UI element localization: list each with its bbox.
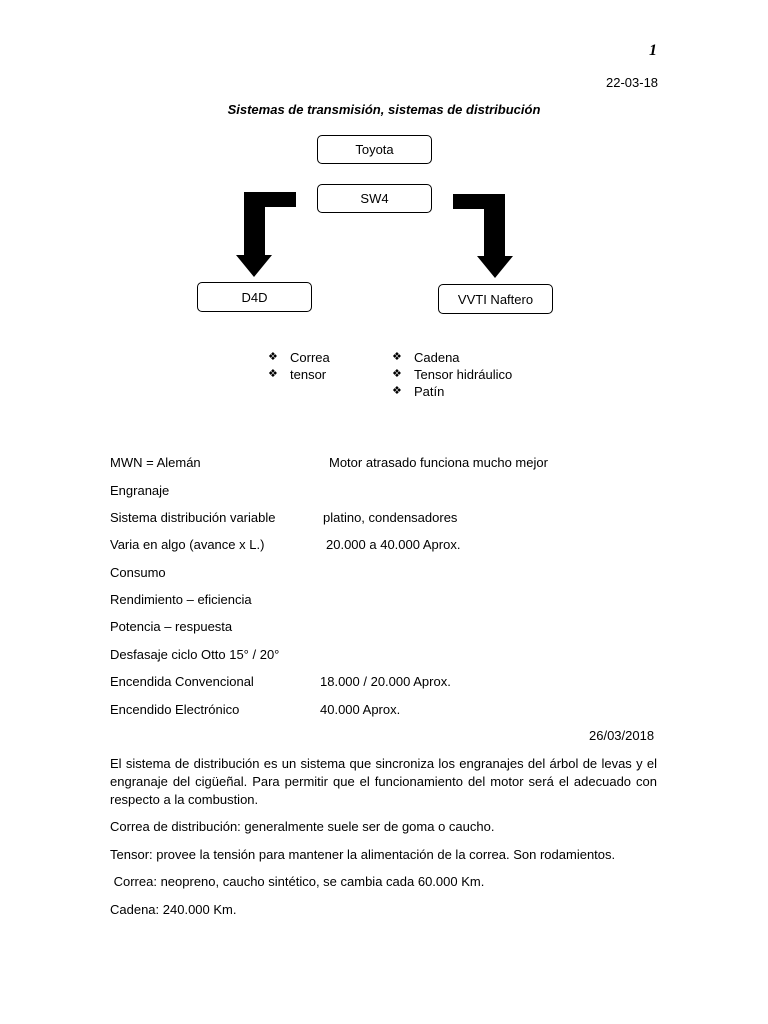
- page-number: 1: [649, 42, 657, 59]
- note-row: [110, 674, 451, 689]
- note-value: 40.000 Aprox.: [320, 702, 401, 717]
- list-item: [392, 366, 512, 383]
- toyota-label: Toyota: [355, 142, 394, 157]
- list-item-label: Correa: [290, 350, 330, 365]
- paragraph: Cadena: 240.000 Km.: [110, 902, 237, 917]
- d4d-box: [197, 282, 312, 312]
- toyota-box: [317, 135, 432, 164]
- vvti-box: [438, 284, 553, 314]
- list-item: [268, 349, 330, 366]
- note-row: [110, 565, 166, 580]
- list-item: [268, 366, 330, 383]
- list-item-label: Tensor hidráulico: [414, 367, 513, 382]
- diamond-bullet-icon: ❖: [392, 385, 402, 397]
- note-row: [110, 592, 252, 607]
- header-date: 22-03-18: [606, 75, 659, 90]
- paragraph: El sistema de distribución es un sistema que sincroniza los engranajes del árbol de levas y el engranaje del cigüeñal. Para permitir que el funcionamiento del motor será el adecuado con respecto a la combustion.: [110, 756, 657, 807]
- vvti-list: [392, 349, 512, 400]
- note-label: Consumo: [110, 565, 166, 580]
- left-arrow-icon: [236, 190, 300, 280]
- paragraph: Correa: neopreno, caucho sintético, se cambia cada 60.000 Km.: [110, 874, 485, 889]
- list-item-label: Cadena: [414, 350, 460, 365]
- note-row: [110, 647, 279, 662]
- note-label: Encendida Convencional: [110, 674, 254, 689]
- diamond-bullet-icon: ❖: [268, 351, 278, 363]
- note-label: Encendido Electrónico: [110, 702, 240, 717]
- note-row: [110, 455, 548, 470]
- sw4-box: [317, 184, 432, 213]
- section-date: 26/03/2018: [589, 728, 655, 743]
- note-value: platino, condensadores: [323, 510, 458, 525]
- note-value: 20.000 a 40.000 Aprox.: [326, 537, 461, 552]
- d4d-label: D4D: [241, 289, 268, 305]
- paragraph: Tensor: provee la tensión para mantener la alimentación de la correa. Son rodamientos.: [110, 847, 616, 862]
- note-label: Potencia – respuesta: [110, 619, 233, 634]
- document-title: Sistemas de transmisión, sistemas de distribución: [227, 102, 541, 117]
- diamond-bullet-icon: ❖: [268, 368, 278, 380]
- vvti-label: VVTI Naftero: [457, 291, 534, 307]
- list-item-label: Patín: [414, 384, 445, 399]
- list-item: [392, 349, 512, 366]
- note-label: Varia en algo (avance x L.): [110, 537, 265, 552]
- right-arrow-icon: [451, 192, 515, 282]
- note-label: Rendimiento – eficiencia: [110, 592, 252, 607]
- note-row: [110, 483, 169, 498]
- diamond-bullet-icon: ❖: [392, 351, 402, 363]
- note-row: [110, 510, 458, 525]
- paragraph: Correa de distribución: generalmente suele ser de goma o caucho.: [110, 819, 495, 834]
- list-item: [392, 383, 512, 400]
- note-row: [110, 619, 232, 634]
- note-label: Desfasaje ciclo Otto 15° / 20°: [110, 647, 280, 662]
- note-row: [110, 537, 461, 552]
- list-item-label: tensor: [290, 367, 327, 382]
- note-label: MWN = Alemán: [110, 455, 201, 470]
- note-label: Engranaje: [110, 483, 170, 498]
- note-value: 18.000 / 20.000 Aprox.: [320, 674, 451, 689]
- note-row: [110, 702, 401, 717]
- sw4-label: SW4: [360, 191, 389, 206]
- diamond-bullet-icon: ❖: [392, 368, 402, 380]
- note-label: Sistema distribución variable: [110, 510, 276, 525]
- note-value: Motor atrasado funciona mucho mejor: [329, 455, 548, 470]
- d4d-list: [268, 349, 330, 383]
